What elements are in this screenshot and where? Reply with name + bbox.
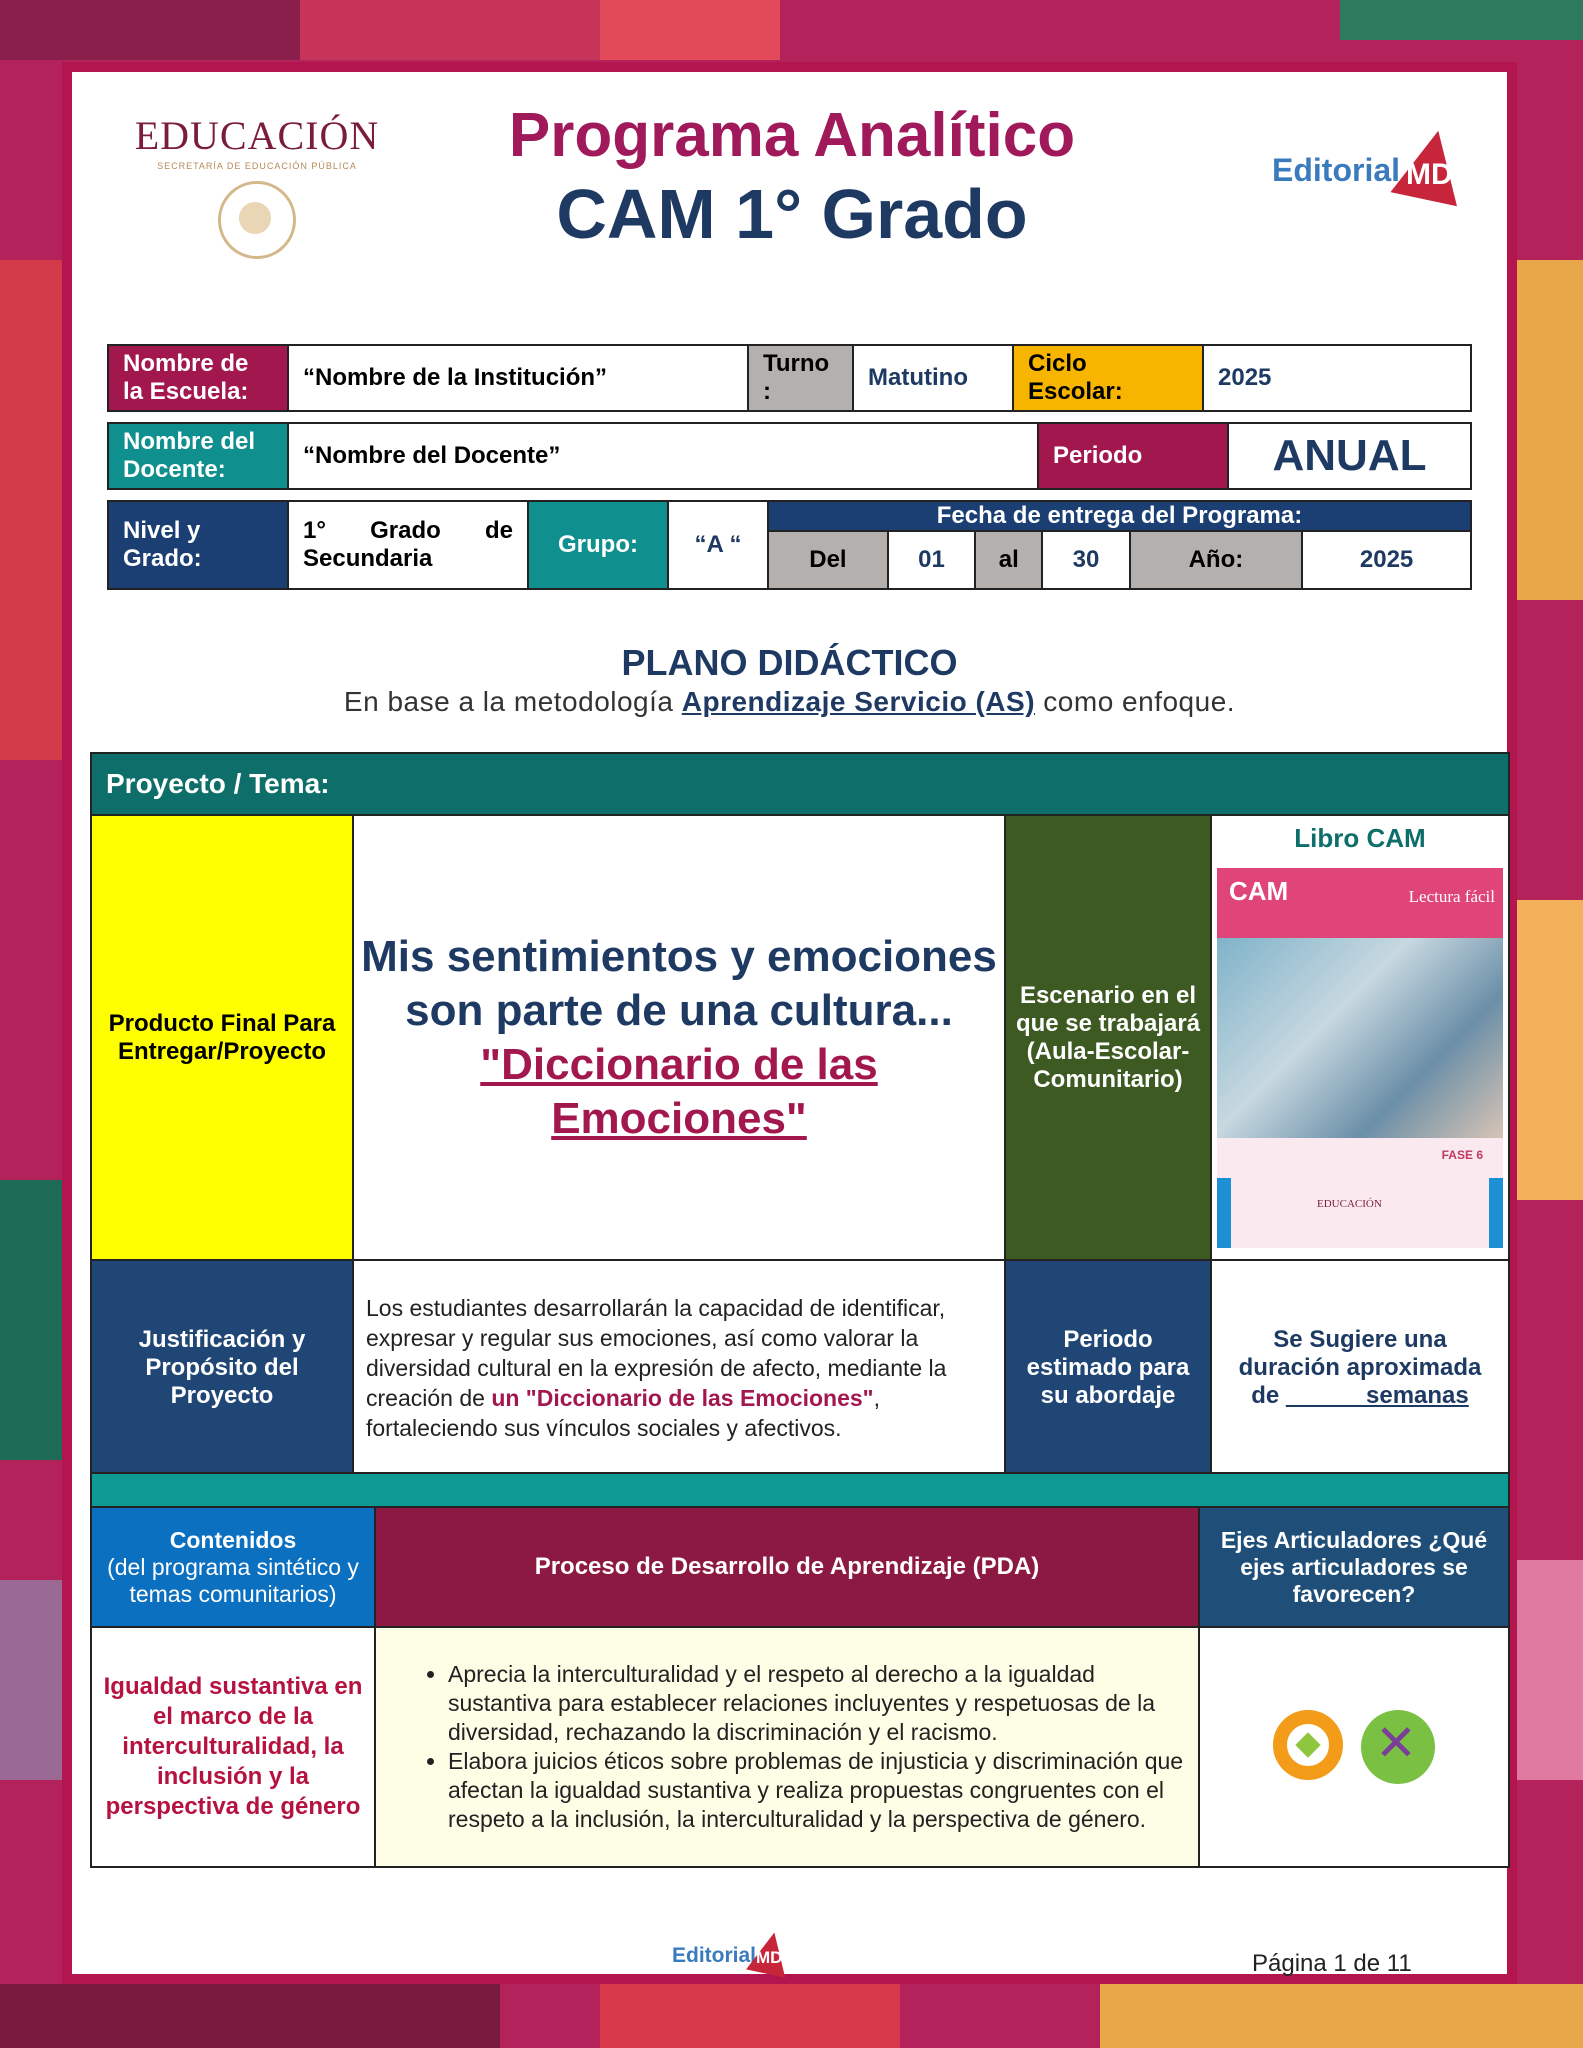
bg-tile [1340,0,1583,40]
page-subtitle: CAM 1° Grado [556,175,1028,253]
book-label: Libro CAM [1294,823,1426,853]
bg-tile [1100,1984,1583,2048]
plano-sub-after: como enfoque. [1035,686,1236,717]
school-value: “Nombre de la Institución” [288,345,748,411]
project-header: Proyecto / Tema: [91,753,1509,815]
methodology-link[interactable]: Aprendizaje Servicio (AS) [681,686,1036,717]
ciclo-label: Ciclo Escolar: [1013,345,1203,411]
al-label: al [975,531,1042,589]
suggestion-blank[interactable]: ______ [1285,1381,1367,1409]
pda-item: • Aprecia la interculturalidad y el respeto al derecho a la igualdad sustantiva para establecer relaciones incluyentes y respetuosas de la diversidad, rechazando la discriminación y el racismo. [448,1660,1186,1747]
grade-info-row [107,500,1472,590]
book-cover-edu: EDUCACIÓN [1317,1198,1382,1210]
project-title-cell [353,815,1005,1260]
plano-subtitle [72,686,1507,718]
pda-item: • Elabora juicios éticos sobre problemas de injusticia y discriminación que afectan la igualdad sustantiva y realiza propuestas congruentes con el respeto a la inclusión, la interculturalidad y la perspectiva de género. [448,1747,1186,1834]
docente-value: “Nombre del Docente” [288,423,1038,489]
footer-logo-md: MD [756,1948,783,1967]
suggestion-text: Se Sugiere una duración aproximada de [1238,1325,1482,1409]
del-value: 01 [888,531,975,589]
scenario-label: Escenario en el que se trabajará (Aula-Escolar-Comunitario) [1005,815,1211,1260]
justification-text-2: , fortaleciendo sus vínculos sociales y afectivos. [366,1384,880,1441]
grupo-value: “A “ [668,501,768,589]
pda-list [388,1660,1186,1834]
del-label: Del [768,531,888,589]
book-cover-title: Lectura fácil [1408,887,1495,906]
school-info-row [107,344,1472,412]
footer-logo-text: Editorial [672,1944,757,1967]
periodo-label: Periodo [1038,423,1228,489]
content-topic: Igualdad sustantiva en el marco de la interculturalidad, la inclusión y la perspectiva de género [91,1627,375,1867]
page-title: Programa Analítico [508,101,1076,170]
sep-logo [112,112,402,259]
plano-title: PLANO DIDÁCTICO [621,642,958,683]
editorial-md-logo [1272,122,1492,212]
turno-label: Turno : [748,345,853,411]
anio-value: 2025 [1302,531,1471,589]
pda-list-cell [375,1627,1199,1867]
bg-tile [1517,900,1583,1200]
igualdad-genero-icon [1361,1710,1435,1784]
nivel-value: 1° Grado de Secundaria [288,501,528,589]
project-title-text: Mis sentimientos y emociones son parte de una cultura... [361,931,997,1035]
period-estimate-label: Periodo estimado para su abordaje [1005,1260,1211,1475]
anio-label: Año: [1130,531,1303,589]
suggestion-unit: semanas [1366,1381,1469,1409]
sep-logo-sub: SECRETARÍA DE EDUCACIÓN PÚBLICA [157,161,357,171]
justification-highlight: un "Diccionario de las Emociones" [491,1384,874,1411]
footer-editorial-logo [672,1932,872,1976]
al-value: 30 [1042,531,1129,589]
interculturalidad-icon [1273,1710,1343,1780]
justification-label: Justificación y Propósito del Proyecto [91,1260,353,1475]
bg-tile [600,0,780,60]
national-seal-icon [218,181,296,259]
bg-tile [1517,260,1583,600]
periodo-value: ANUAL [1228,423,1471,489]
ciclo-value: 2025 [1203,345,1471,411]
editorial-logo-text: Editorial [1272,152,1401,188]
book-cover-phase: FASE 6 [1441,1148,1483,1162]
justification-text-1: Los estudiantes desarrollarán la capacidad de identificar, expresar y regular sus emociones, así como valorar la diversidad cultural en la expresión de afecto, mediante la creación de [366,1294,947,1411]
project-table [90,752,1510,1476]
contenidos-header [91,1507,375,1627]
book-cover-image [1217,868,1503,1248]
bg-tile [0,260,62,760]
bg-tile [0,1180,62,1460]
contenidos-title: Contenidos [169,1526,297,1553]
ejes-cell [1199,1627,1509,1867]
fecha-label: Fecha de entrega del Programa: [768,501,1471,531]
justification-text [353,1260,1005,1475]
bg-tile [1517,1560,1583,1780]
book-cover-brand: CAM [1229,876,1289,906]
bg-tile [300,0,600,60]
ejes-header: Ejes Articuladores ¿Qué ejes articuladores se favorecen? [1199,1507,1509,1627]
turno-value: Matutino [853,345,1013,411]
book-cell [1211,815,1509,1260]
document-page [62,62,1517,1984]
school-label: Nombre de la Escuela: [108,345,288,411]
ejes-icons [1201,1710,1507,1784]
project-title [355,930,1003,1146]
pda-header: Proceso de Desarrollo de Aprendizaje (PDA) [375,1507,1199,1627]
sep-logo-word: EDUCACIÓN [134,113,380,158]
teal-divider [91,1473,1509,1507]
grupo-label: Grupo: [528,501,668,589]
bg-tile [0,0,300,60]
plano-sub-before: En base a la metodología [343,686,682,717]
product-label: Producto Final Para Entregar/Proyecto [91,815,353,1260]
contents-table [90,1472,1510,1868]
duration-suggestion [1211,1260,1509,1475]
docente-label: Nombre del Docente: [108,423,288,489]
nivel-label: Nivel y Grado: [108,501,288,589]
project-title-link[interactable]: "Diccionario de las Emociones" [480,1039,878,1143]
book-cover-stripe [1489,1178,1503,1248]
page-number: Página 1 de 11 [1252,1950,1412,1977]
bg-tile [0,1984,500,2048]
teacher-info-row [107,422,1472,490]
book-cover-photo [1217,938,1503,1138]
book-cover-stripe [1217,1178,1231,1248]
editorial-logo-md: MD [1406,158,1453,191]
contenidos-subtitle: (del programa sintético y temas comunitarios) [107,1553,359,1607]
bg-tile [600,1984,900,2048]
bg-tile [0,1580,62,1780]
